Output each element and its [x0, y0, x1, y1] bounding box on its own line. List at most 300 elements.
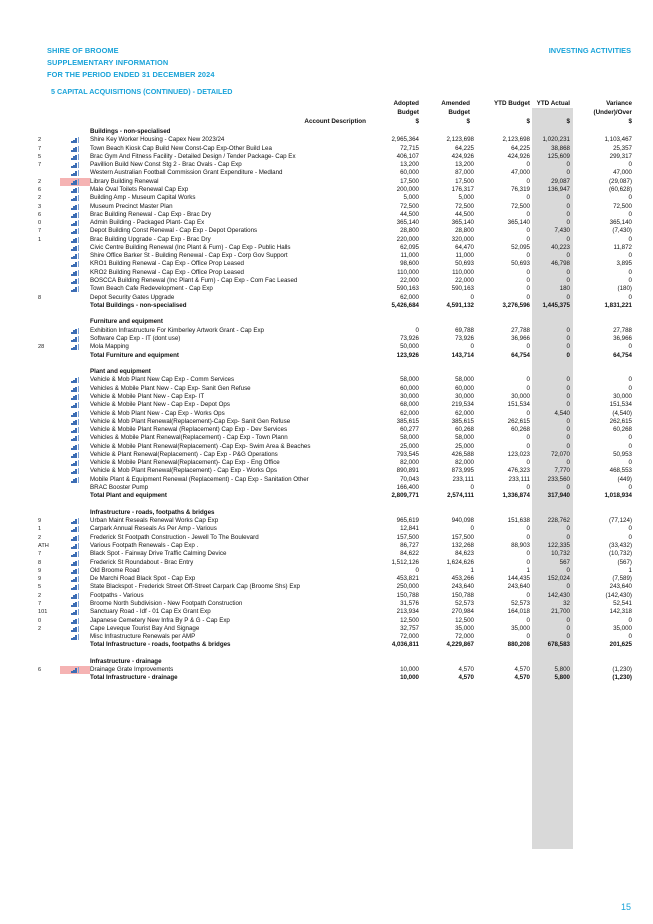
- table-row: [0, 617, 653, 625]
- amended-budget-cell: 0: [470, 293, 474, 301]
- account-description: Western Australian Football Commission Grant Expenditure - Medland: [90, 169, 283, 177]
- bar-chart-icon[interactable]: [71, 253, 79, 259]
- ytd-actual-cell: 0: [566, 376, 570, 384]
- ytd-actual-cell: 0: [566, 533, 570, 541]
- table-row: [0, 567, 653, 575]
- amended-budget-cell: 219,534: [451, 401, 474, 409]
- adopted-budget-cell: 5,000: [403, 194, 419, 202]
- amended-budget-cell: 84,623: [455, 550, 474, 558]
- adopted-budget-cell: 62,095: [400, 243, 419, 251]
- variance-cell: 151,534: [609, 401, 632, 409]
- variance-cell: 0: [628, 235, 632, 243]
- adopted-budget-cell: 72,500: [400, 202, 419, 210]
- bar-chart-icon[interactable]: [71, 170, 79, 176]
- account-description: Vehicle & Mob Plant New - Cap Exp - Works Ops: [90, 409, 225, 417]
- ytd-actual-cell: 122,335: [547, 542, 570, 549]
- table-row: [0, 169, 653, 177]
- ytd-budget-cell: 0: [526, 384, 530, 392]
- table-row: [0, 161, 653, 169]
- table-row: [0, 219, 653, 227]
- variance-cell: 0: [628, 533, 632, 541]
- adopted-budget-cell: 110,000: [397, 268, 419, 276]
- amended-budget-cell: 22,000: [455, 277, 474, 285]
- bar-chart-icon[interactable]: [71, 452, 79, 458]
- ytd-budget-cell: 0: [526, 434, 530, 442]
- table-row: [0, 583, 653, 591]
- bar-chart-icon[interactable]: [71, 427, 79, 433]
- bar-chart-icon[interactable]: [71, 146, 79, 152]
- variance-cell: (567): [617, 558, 632, 566]
- ytd-actual-cell: 29,087: [551, 177, 570, 185]
- amended-budget-cell: 52,573: [455, 599, 474, 607]
- bar-chart-icon[interactable]: [71, 286, 79, 292]
- ytd-actual-cell: 1,445,375: [542, 301, 570, 309]
- group-heading: [0, 658, 653, 666]
- table-row: [0, 484, 653, 492]
- variance-cell: 1,103,467: [604, 136, 632, 144]
- variance-cell: 0: [628, 277, 632, 285]
- ytd-budget-cell: 0: [526, 235, 530, 243]
- bar-chart-icon[interactable]: [71, 601, 79, 607]
- account-description: Total Buildings - non-specialised: [90, 301, 187, 309]
- ytd-budget-cell: 2,123,698: [502, 136, 530, 144]
- account-description: Vehicle & Plant Renewal(Replacement) - Cap Exp - P&G Operations: [90, 450, 278, 458]
- bar-chart-icon[interactable]: [71, 195, 79, 201]
- variance-cell: (10,732): [608, 550, 632, 558]
- ytd-actual-cell: 40,223: [551, 243, 570, 251]
- ytd-budget-cell: 0: [526, 442, 530, 450]
- bar-chart-icon[interactable]: [71, 526, 79, 532]
- ytd-actual-cell: 0: [566, 624, 570, 632]
- variance-cell: 0: [628, 442, 632, 450]
- account-description: BRAC Booster Pump: [90, 484, 149, 492]
- adopted-budget-cell: 70,043: [400, 475, 419, 483]
- account-description: Frederick St Footpath Construction - Jewell To The Boulevard: [90, 533, 259, 541]
- account-description: Broome North Subdivision - New Footpath Construction: [90, 599, 243, 607]
- ytd-budget-cell: 4,570: [514, 666, 530, 674]
- ytd-actual-cell: 0: [566, 277, 570, 285]
- ytd-actual-cell: 0: [566, 351, 570, 359]
- bar-chart-icon[interactable]: [71, 386, 79, 392]
- table-row: [0, 559, 653, 567]
- ytd-actual-cell: 0: [566, 583, 570, 591]
- ytd-budget-cell: 0: [526, 194, 530, 202]
- account-code: 6: [38, 667, 42, 674]
- amended-budget-cell: 590,163: [451, 285, 474, 293]
- bar-chart-icon[interactable]: [71, 468, 79, 474]
- amended-budget-cell: 365,140: [451, 219, 474, 227]
- account-description: Brac Building Renewal - Cap Exp - Brac Dry: [90, 210, 212, 218]
- account-description: Depot Security Gates Upgrade: [90, 293, 175, 301]
- account-code: 2: [38, 195, 42, 202]
- adopted-budget-cell: 73,926: [400, 335, 419, 342]
- ytd-actual-cell: 0: [566, 459, 570, 467]
- ytd-actual-cell: 0: [566, 210, 570, 218]
- ytd-actual-cell: 0: [566, 442, 570, 450]
- variance-cell: 3,895: [616, 260, 632, 268]
- page-number: 15: [620, 902, 631, 912]
- account-description: Library Building Renewal: [90, 177, 159, 185]
- total-row: [0, 352, 653, 360]
- adopted-budget-cell: 590,163: [396, 285, 419, 293]
- account-description: Mobile Plant & Equipment Renewal (Replacement) - Cap Exp - Sanitation Other: [90, 475, 309, 483]
- bar-chart-icon[interactable]: [71, 667, 79, 673]
- account-description: Vehicle & Mobile Plant New - Cap Exp - Depot Ops: [90, 401, 230, 409]
- amended-budget-cell: 73,926: [455, 335, 474, 342]
- account-code: 1: [38, 526, 42, 533]
- amended-budget-cell: 150,788: [451, 591, 474, 599]
- variance-cell: 1: [628, 566, 632, 574]
- variance-cell: 1,018,934: [604, 492, 632, 500]
- adopted-budget-cell: 150,788: [396, 591, 419, 599]
- account-description: Misc Infrastructure Renewals per AMP: [90, 633, 196, 641]
- account-description: Museum Precinct Master Plan: [90, 202, 173, 210]
- bar-chart-icon[interactable]: [71, 626, 79, 632]
- account-description: Japanese Cemetery New Infra By P & G - Cap Exp: [90, 616, 230, 624]
- bar-chart-icon[interactable]: [71, 435, 79, 441]
- table-row: [0, 136, 653, 144]
- variance-cell: 0: [628, 268, 632, 276]
- adopted-budget-cell: 365,140: [396, 219, 419, 227]
- ytd-budget-cell: 0: [526, 227, 530, 235]
- bar-chart-icon[interactable]: [71, 460, 79, 466]
- amended-budget-cell: 4,570: [458, 666, 474, 674]
- bar-chart-icon[interactable]: [71, 551, 79, 557]
- account-description: Total Infrastructure - drainage: [90, 674, 178, 682]
- amended-budget-cell: 320,000: [451, 235, 474, 243]
- ytd-actual-cell: 228,762: [547, 517, 570, 525]
- amended-budget-cell: 385,615: [451, 417, 474, 425]
- account-description: Vehicle & Mobile Plant Renewal (Replacement) Cap Exp - Dev Services: [90, 426, 288, 434]
- account-description: Plant and equipment: [90, 368, 151, 376]
- account-description: Male Oval Toilets Renewal Cap Exp: [90, 185, 189, 193]
- account-code: 9: [38, 576, 42, 583]
- bar-chart-icon[interactable]: [71, 411, 79, 417]
- bar-chart-icon[interactable]: [71, 543, 79, 549]
- bar-chart-icon[interactable]: [71, 593, 79, 599]
- ytd-budget-cell: 0: [526, 252, 530, 260]
- account-code: 0: [38, 220, 42, 227]
- variance-cell: 60,268: [613, 426, 632, 434]
- variance-cell: 0: [628, 459, 632, 467]
- adopted-budget-cell: 60,000: [400, 169, 419, 177]
- table-row: [0, 451, 653, 459]
- amended-budget-cell: 58,000: [455, 376, 474, 384]
- account-description: Vehicle & Mob Plant Renewal(Replacement) - Cap Exp - Works Ops: [90, 467, 277, 475]
- bar-chart-icon[interactable]: [71, 535, 79, 541]
- ytd-budget-cell: 76,319: [511, 185, 530, 193]
- account-code: 5: [38, 153, 42, 160]
- account-description: Depot Building Const Renewal - Cap Exp - Depot Operations: [90, 227, 258, 235]
- ytd-actual-cell: 0: [566, 252, 570, 260]
- account-code: 28: [38, 344, 45, 351]
- table-row: [0, 203, 653, 211]
- currency-c5: $: [628, 118, 632, 125]
- adopted-budget-cell: 4,036,811: [391, 641, 419, 649]
- account-description: Brac Gym And Fitness Facility - Detailed Design / Tender Package- Cap Ex: [90, 152, 296, 160]
- ytd-actual-cell: 152,024: [547, 575, 570, 583]
- bar-chart-icon[interactable]: [71, 237, 79, 243]
- account-code: 2: [38, 625, 42, 632]
- account-code: 0: [38, 617, 42, 624]
- ytd-budget-cell: 52,095: [511, 243, 530, 251]
- ytd-budget-cell: 0: [526, 533, 530, 541]
- ytd-budget-cell: 233,111: [508, 475, 530, 483]
- ytd-budget-cell: 123,023: [507, 450, 530, 458]
- bar-chart-icon[interactable]: [71, 179, 79, 185]
- bar-chart-icon[interactable]: [71, 154, 79, 160]
- table-row: [0, 252, 653, 260]
- bar-chart-icon[interactable]: [71, 444, 79, 450]
- adopted-budget-cell: 82,000: [400, 459, 419, 467]
- bar-chart-icon[interactable]: [71, 228, 79, 234]
- bar-chart-icon[interactable]: [71, 518, 79, 524]
- bar-chart-icon[interactable]: [71, 261, 79, 267]
- adopted-budget-cell: 2,965,364: [391, 136, 419, 144]
- amended-budget-cell: 30,000: [455, 392, 474, 400]
- bar-chart-icon[interactable]: [71, 204, 79, 210]
- ytd-actual-cell: 142,430: [547, 591, 570, 599]
- account-code: 2: [38, 137, 42, 144]
- total-row: [0, 641, 653, 649]
- variance-cell: 0: [628, 210, 632, 218]
- account-description: Building Amp - Museum Capital Works: [90, 194, 196, 202]
- amended-budget-cell: 50,693: [455, 260, 474, 268]
- bar-chart-icon[interactable]: [71, 609, 79, 615]
- table-row: [0, 575, 653, 583]
- ytd-budget-cell: 0: [526, 558, 530, 566]
- amended-budget-cell: 44,500: [455, 210, 474, 218]
- variance-cell: 243,640: [609, 583, 632, 591]
- amended-budget-cell: 940,098: [451, 517, 474, 525]
- account-description: Vehicles & Mobile Plant Renewal(Replacement) - Cap Exp - Town Plann: [90, 434, 288, 442]
- table-row: [0, 393, 653, 401]
- ytd-actual-cell: 72,070: [551, 450, 570, 458]
- account-description: Town Beach Cafe Redevelopment - Cap Exp: [90, 285, 213, 293]
- amended-budget-cell: 453,266: [451, 575, 474, 583]
- table-row: [0, 186, 653, 194]
- bar-chart-icon[interactable]: [71, 634, 79, 640]
- ytd-actual-cell: 7,770: [554, 467, 570, 475]
- table-row: [0, 269, 653, 277]
- account-code: 101: [38, 609, 48, 616]
- variance-cell: 142,318: [609, 608, 632, 616]
- bar-chart-icon[interactable]: [71, 187, 79, 193]
- bar-chart-icon[interactable]: [71, 162, 79, 168]
- currency-c2: $: [466, 118, 470, 125]
- ytd-actual-cell: 180: [559, 285, 570, 293]
- variance-cell: 36,966: [613, 335, 632, 342]
- bar-chart-icon[interactable]: [71, 618, 79, 624]
- variance-cell: (60,628): [608, 185, 632, 193]
- bar-chart-icon[interactable]: [71, 477, 79, 483]
- amended-budget-cell: 25,000: [455, 442, 474, 450]
- table-row: [0, 211, 653, 219]
- account-description: Cape Leveque Tourist Bay And Signage: [90, 624, 200, 632]
- adopted-budget-cell: 86,727: [400, 542, 419, 549]
- adopted-budget-cell: 0: [415, 566, 419, 574]
- account-description: State Blackspot - Frederick Street Off-Street Carpark Cap (Broome Shs) Exp: [90, 583, 300, 591]
- amended-budget-cell: 82,000: [455, 459, 474, 467]
- amended-budget-cell: 0: [470, 525, 474, 533]
- ytd-budget-cell: 47,000: [511, 169, 530, 177]
- total-row: [0, 674, 653, 682]
- adopted-budget-cell: 166,400: [396, 484, 419, 492]
- table-row: [0, 542, 653, 550]
- ytd-budget-cell: 27,788: [511, 326, 530, 334]
- ytd-actual-cell: 0: [566, 401, 570, 409]
- table-row: [0, 294, 653, 302]
- amended-budget-cell: 12,500: [455, 616, 474, 624]
- bar-chart-icon[interactable]: [71, 245, 79, 251]
- ytd-actual-cell: 0: [566, 343, 570, 351]
- variance-cell: 365,140: [609, 219, 632, 227]
- bar-chart-icon[interactable]: [71, 419, 79, 425]
- variance-cell: 0: [628, 293, 632, 301]
- ytd-actual-cell: 567: [559, 558, 570, 566]
- account-description: Carpark Annual Reseals As Per Amp - Various: [90, 525, 217, 533]
- account-description: Exhibition Infrastructure For Kimberley Artwork Grant - Cap Exp: [90, 326, 264, 334]
- ytd-actual-cell: 32: [563, 599, 570, 607]
- amended-budget-cell: 426,588: [451, 450, 474, 458]
- amended-budget-cell: 873,995: [451, 467, 474, 475]
- variance-cell: 11,872: [613, 243, 632, 251]
- ytd-budget-cell: 72,500: [511, 202, 530, 210]
- table-row: [0, 550, 653, 558]
- adopted-budget-cell: 60,277: [400, 426, 419, 434]
- bar-chart-icon[interactable]: [71, 402, 79, 408]
- table-row: [0, 467, 653, 475]
- currency-c1: $: [415, 118, 419, 125]
- adopted-budget-cell: 793,545: [396, 450, 419, 458]
- adopted-budget-cell: 32,757: [400, 624, 419, 632]
- account-description: Civic Centre Building Renewal (Inc Plant & Furn) - Cap Exp - Public Halls: [90, 243, 291, 251]
- table-row: [0, 592, 653, 600]
- ytd-actual-cell: 0: [566, 169, 570, 177]
- ytd-budget-cell: 0: [526, 550, 530, 558]
- org-name: SHIRE OF BROOME: [47, 46, 119, 55]
- adopted-budget-cell: 58,000: [400, 376, 419, 384]
- variance-cell: 0: [628, 161, 632, 169]
- table-row: [0, 343, 653, 351]
- adopted-budget-cell: 62,000: [400, 293, 419, 301]
- table-row: [0, 666, 653, 674]
- amended-budget-cell: 2,123,698: [446, 136, 474, 144]
- amended-budget-cell: 60,000: [455, 384, 474, 392]
- bar-chart-icon[interactable]: [71, 568, 79, 574]
- adopted-budget-cell: 12,500: [400, 616, 419, 624]
- bar-chart-icon[interactable]: [71, 220, 79, 226]
- group-heading: [0, 509, 653, 517]
- amended-budget-cell: 176,317: [451, 185, 474, 193]
- table-row: [0, 385, 653, 393]
- adopted-budget-cell: 220,000: [396, 235, 419, 243]
- ytd-budget-cell: 0: [526, 161, 530, 169]
- account-description: KRO1 Building Renewal - Cap Exp - Office Prop Leased: [90, 260, 244, 268]
- group-heading: [0, 128, 653, 136]
- account-code: 1: [38, 236, 42, 243]
- bar-chart-icon[interactable]: [71, 394, 79, 400]
- amended-budget-cell: 13,200: [455, 161, 474, 169]
- table-row: [0, 335, 653, 343]
- bar-chart-icon[interactable]: [71, 377, 79, 383]
- amended-budget-cell: 243,640: [451, 583, 474, 591]
- account-code: 2: [38, 592, 42, 599]
- ytd-actual-cell: 21,700: [551, 608, 570, 616]
- account-description: Shire Office Barker St - Building Renewal - Cap Exp - Corp Gov Support: [90, 252, 288, 260]
- adopted-budget-cell: 68,000: [400, 401, 419, 409]
- account-code: 7: [38, 600, 42, 607]
- account-code: 2: [38, 534, 42, 541]
- col-header-ytd-actual: YTD Actual: [536, 100, 570, 107]
- variance-cell: 262,615: [609, 417, 632, 425]
- bar-chart-icon[interactable]: [71, 560, 79, 566]
- variance-cell: (449): [617, 475, 632, 483]
- variance-cell: (4,540): [612, 409, 632, 417]
- account-description: Vehicle & Mob Plant Renewal(Replacement)-Cap Exp- Sanit Gen Refuse: [90, 417, 291, 425]
- amended-budget-cell: 110,000: [452, 268, 474, 276]
- ytd-actual-cell: 5,800: [554, 666, 570, 674]
- adopted-budget-cell: 62,000: [400, 409, 419, 417]
- bar-chart-icon[interactable]: [71, 328, 79, 334]
- adopted-budget-cell: 84,622: [400, 550, 419, 558]
- bar-chart-icon[interactable]: [71, 278, 79, 284]
- bar-chart-icon[interactable]: [71, 270, 79, 276]
- account-description: Total Plant and equipment: [90, 492, 167, 500]
- amended-budget-cell: 0: [470, 343, 474, 351]
- ytd-budget-cell: 365,140: [507, 219, 530, 227]
- bar-chart-icon[interactable]: [71, 137, 79, 143]
- ytd-actual-cell: 0: [566, 219, 570, 227]
- ytd-budget-cell: 30,000: [511, 392, 530, 400]
- account-code: 5: [38, 584, 42, 591]
- variance-cell: 0: [628, 484, 632, 492]
- ytd-budget-cell: 1: [526, 566, 530, 574]
- ytd-budget-cell: 262,615: [507, 417, 530, 425]
- variance-cell: 30,000: [613, 392, 632, 400]
- variance-cell: 0: [628, 616, 632, 624]
- ytd-actual-cell: 0: [566, 268, 570, 276]
- bar-chart-icon[interactable]: [71, 576, 79, 582]
- amended-budget-cell: 60,268: [455, 426, 474, 434]
- ytd-actual-cell: 38,868: [551, 144, 570, 152]
- variance-cell: 0: [628, 434, 632, 442]
- variance-cell: 0: [628, 633, 632, 641]
- amended-budget-cell: 2,574,111: [447, 492, 474, 500]
- ytd-budget-cell: 64,225: [511, 144, 530, 152]
- bar-chart-icon[interactable]: [71, 212, 79, 218]
- amended-budget-cell: 72,000: [455, 633, 474, 641]
- adopted-budget-cell: 28,800: [400, 227, 419, 235]
- ytd-budget-cell: 0: [526, 459, 530, 467]
- amended-budget-cell: 64,470: [455, 243, 474, 251]
- table-row: [0, 608, 653, 616]
- report-period: FOR THE PERIOD ENDED 31 DECEMBER 2024: [47, 70, 215, 79]
- bar-chart-icon[interactable]: [71, 584, 79, 590]
- ytd-budget-cell: 0: [526, 277, 530, 285]
- table-row: [0, 410, 653, 418]
- variance-cell: 1,831,221: [604, 301, 632, 309]
- amended-budget-cell: 1,624,626: [446, 558, 474, 566]
- bar-chart-icon[interactable]: [71, 336, 79, 342]
- variance-cell: 72,500: [613, 202, 632, 210]
- col-header-amended: Amended Budget: [441, 100, 470, 116]
- ytd-actual-cell: 0: [566, 335, 570, 342]
- account-description: Vehicle & Mobile Plant New - Cap Exp- IT: [90, 392, 205, 400]
- adopted-budget-cell: 157,500: [396, 533, 419, 541]
- account-description: Pavillion Build New Const Stg 2 - Brac Ovals - Cap Exp: [90, 161, 242, 169]
- bar-chart-icon[interactable]: [71, 344, 79, 350]
